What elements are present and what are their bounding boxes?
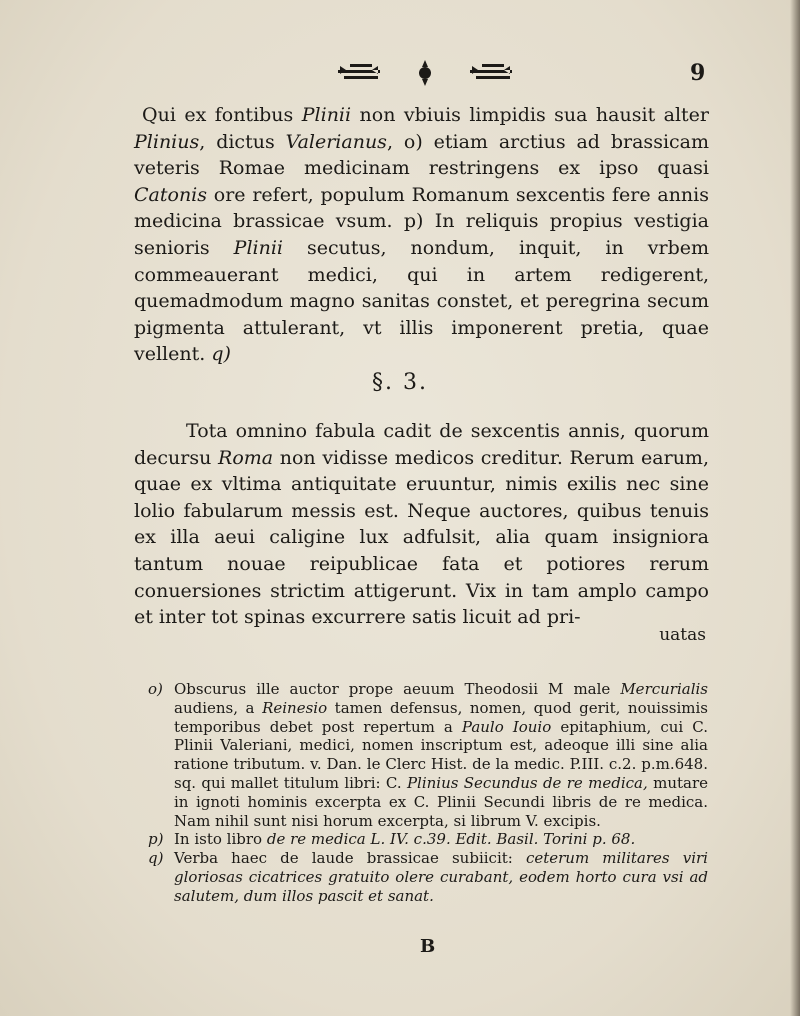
footnote-mark: o) bbox=[148, 680, 163, 698]
page-edge-shadow bbox=[790, 0, 800, 1016]
footnote-o: o) Obscurus ille auctor prope aeuum Theodosii M male Mercurialis audiens, a Reinesio tamen defensus, nomen, quod gerit, nouissimis temporibus debet post repertum a Paulo Iouio epitaphium, cui C. Plinii Valeriani, medici, nomen inscriptum est, adeoque illi sine alia ratione tributum. v. Dan. le Clerc Hist. de la medic. P.III. c.2. p.m.648. sq. qui mallet titulum libri: C. Plinius Secundus de re medica, mutare in ignoti hominis excerpta ex C. Plinii Secundi libris de re medica. Nam nihil sunt nisi horum excerpta, si librum V. excipis. bbox=[148, 680, 709, 830]
footnotes bbox=[148, 680, 708, 906]
footnote-mark: q) bbox=[148, 849, 164, 868]
footnote-q: q) Verba haec de laude brassicae subiicit: ceterum militares viri gloriosas cicatrices gratuito olere curabant, eodem horto cura vsi ad salutem, dum illos pascit et sanat. bbox=[148, 849, 708, 905]
signature-mark: B bbox=[420, 936, 436, 957]
footnote-p: p) In isto libro de re medica L. IV. c.39. Edit. Basil. Torini p. 68. bbox=[148, 830, 636, 849]
page-number: 9 bbox=[690, 60, 706, 86]
printer-ornament-icon bbox=[330, 58, 520, 88]
paragraph-1: Qui ex fontibus Plinii non vbiuis limpidis sua hausit alter Plinius, dictus Valerianus, o) etiam arctius ad brassicam veteris Romae medicinam restringens ex ipso quasi Catonis ore refert, populum Romanum sexcentis fere annis medicina brassicae vsum. p) In reliquis propius vestigia senioris Plinii secutus, nondum, inquit, in vrbem commeauerant medici, qui in artem redigerent, quemadmodum magno sanitas constet, et peregrina secum pigmenta attulerant, vt illis imponerent pretia, quae vellent. q) bbox=[134, 104, 710, 366]
footnote-mark: p) bbox=[148, 830, 164, 849]
paragraph-2: Tota omnino fabula cadit de sexcentis annis, quorum decursu Roma non vidisse medicos creditur. Rerum earum, quae ex vltima antiquitate eruuntur, nimis exilis nec sine lolio fabularum messis est. Neque auctores, quibus tenuis ex illa aeui caligine lux adfulsit, alia quam insigniora tantum nouae reipublicae fata et potiores rerum conuersiones strictim attigerunt. Vix in tam amplo campo et inter tot spinas excurrere satis licuit ad pri- bbox=[134, 420, 709, 629]
section-heading: §. 3. bbox=[372, 370, 428, 395]
catchword: uatas bbox=[659, 625, 706, 645]
